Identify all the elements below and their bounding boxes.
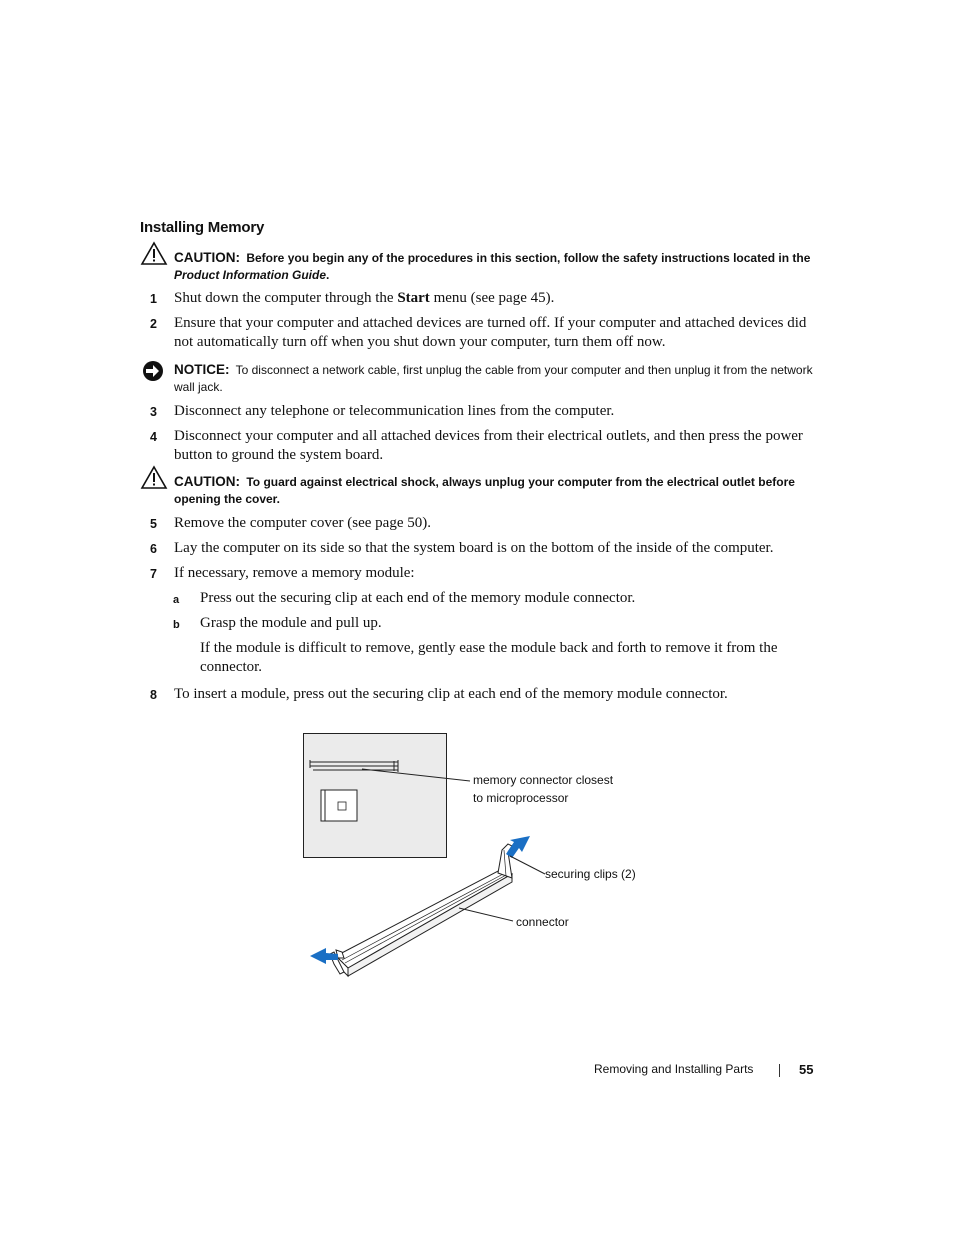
dimm-connector xyxy=(336,870,512,976)
caution-triangle-icon xyxy=(140,465,168,491)
board-memory-connector xyxy=(310,760,398,772)
callout-connector: connector xyxy=(516,915,569,929)
notice-text: To disconnect a network cable, first unplug the cable from your computer and then unplug it from the network wall jack. xyxy=(174,363,813,394)
memory-connector-illustration xyxy=(300,728,660,988)
step-6: 6 Lay the computer on its side so that the system board is on the bottom of the inside of the computer. xyxy=(150,540,774,556)
section-heading: Installing Memory xyxy=(140,219,265,236)
leader-line xyxy=(459,908,513,921)
step-2: 2 Ensure that your computer and attached devices are turned off. If your computer and attached devices did not automatically turn off when you shut down your computer, turn them off now. xyxy=(150,315,807,350)
caution-label: CAUTION: xyxy=(174,474,240,489)
step-7: 7 If necessary, remove a memory module: xyxy=(150,565,415,581)
notice-note xyxy=(140,359,820,396)
caution-text: Before you begin any of the procedures in this section, follow the safety instructions located in the xyxy=(246,251,811,265)
caution-note-2 xyxy=(140,465,820,508)
step-5: 5 Remove the computer cover (see page 50). xyxy=(150,515,431,531)
caution-doc-title: Product Information Guide xyxy=(174,268,326,282)
footer-section-title: Removing and Installing Parts xyxy=(594,1062,754,1076)
caution-note-1: CAUTION: Before you begin any of the procedures in this section, follow the safety instructions located in the Product Information Guide. xyxy=(140,241,820,284)
caution-triangle-icon xyxy=(140,241,168,267)
step-1: 1 Shut down the computer through the Start menu (see page 45). xyxy=(150,290,555,306)
substep-b-detail: If the module is difficult to remove, gently ease the module back and forth to remove it from the connector. xyxy=(200,640,778,675)
substep-a: a Press out the securing clip at each end of the memory module connector. xyxy=(173,590,636,606)
leader-line xyxy=(510,856,545,874)
callout-memory-connector: memory connector closest to microprocessor xyxy=(473,773,614,805)
callout-securing-clips: securing clips (2) xyxy=(545,867,636,881)
step-8: 8 To insert a module, press out the securing clip at each end of the memory module connector. xyxy=(150,686,728,702)
step-4: 4 Disconnect your computer and all attached devices from their electrical outlets, and then press the power button to ground the system board. xyxy=(150,428,803,463)
memory-installation-figure xyxy=(300,728,660,988)
footer-divider xyxy=(779,1064,780,1077)
notice-label: NOTICE: xyxy=(174,362,230,377)
page-number: 55 xyxy=(799,1062,814,1077)
notice-arrow-icon xyxy=(141,360,169,386)
board-processor xyxy=(321,790,357,821)
caution-label: CAUTION: xyxy=(174,250,240,265)
step-3: 3 Disconnect any telephone or telecommunication lines from the computer. xyxy=(150,403,615,419)
caution-text: To guard against electrical shock, always unplug your computer from the electrical outlet before opening the cover. xyxy=(174,475,795,506)
start-menu-label: Start xyxy=(397,290,430,306)
substep-b: b Grasp the module and pull up. xyxy=(173,615,382,631)
